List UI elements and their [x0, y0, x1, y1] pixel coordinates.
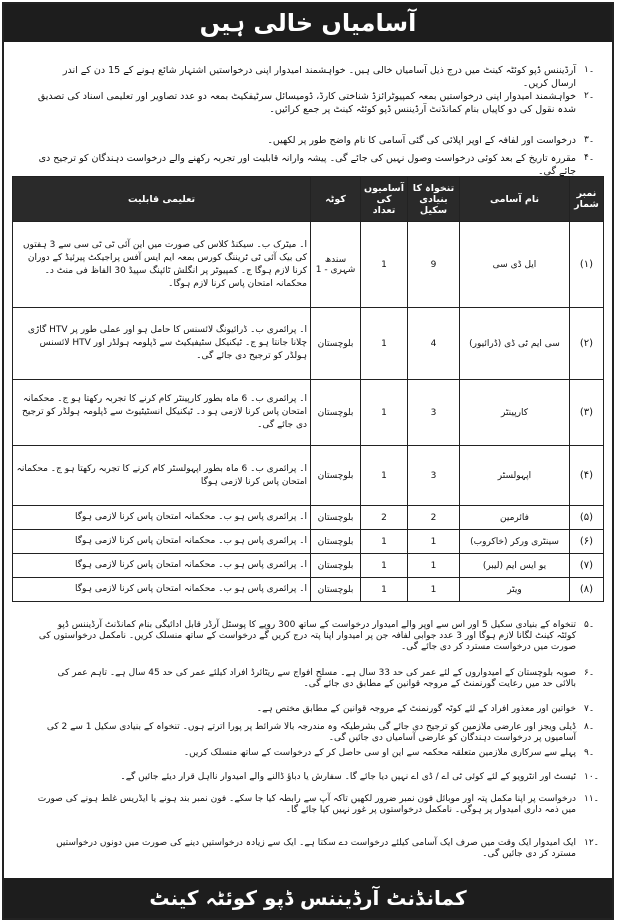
table-row — [13, 554, 604, 578]
qualification-cell: ا۔ پرائمری پاس ہو ب۔ محکمانہ امتحان پاس کرنا لازمی ہوگا — [13, 506, 311, 530]
vacancy-count-cell: 1 — [361, 554, 408, 578]
ad-title: آسامیاں خالی ہیں — [4, 4, 612, 42]
paragraph-number: ۵۔ — [584, 620, 595, 630]
advertisement-sheet — [2, 2, 614, 920]
header-pay-scale: تنخواہ کا بنیادی سکیل — [408, 177, 460, 222]
term-paragraph — [36, 794, 599, 834]
intro-paragraph — [36, 134, 595, 148]
paragraph-number: ۱۔ — [584, 65, 595, 75]
paragraph-number: ۱۰۔ — [584, 772, 599, 782]
serial-cell: (۲) — [570, 308, 604, 380]
post-name-cell: فائرمین — [460, 506, 570, 530]
serial-cell: (۴) — [570, 446, 604, 506]
vacancy-count-cell: 1 — [361, 222, 408, 308]
quota-cell: بلوچستان — [311, 530, 361, 554]
ad-footer: کمانڈنٹ آرڈیننس ڈپو کوئٹہ کینٹ — [4, 878, 612, 918]
pay-scale-cell: 1 — [408, 530, 460, 554]
term-paragraph — [36, 722, 595, 744]
pay-scale-cell: 4 — [408, 308, 460, 380]
pay-scale-cell: 9 — [408, 222, 460, 308]
post-name-cell: ایل ڈی سی — [460, 222, 570, 308]
paragraph-number: ۴۔ — [584, 153, 595, 163]
serial-cell: (۶) — [570, 530, 604, 554]
quota-cell: بلوچستان — [311, 578, 361, 602]
qualification-cell: ا۔ پرائمری پاس ہو ب۔ محکمانہ امتحان پاس کرنا لازمی ہوگا — [13, 578, 311, 602]
vacancy-count-cell: 2 — [361, 506, 408, 530]
vacancy-table — [12, 176, 604, 602]
paragraph-text: خواہشمند امیدوار اپنی درخواستیں بمعہ کمپیوٹرائزڈ شناختی کارڈ، ڈومیسائل سرٹیفکیٹ بمعہ دو عدد تصاویر اور تعلیمی اسناد کی تصدیق شدہ نقول کی دو کاپیاں بنام کمانڈنٹ آرڈیننس ڈپو کوئٹہ کینٹ پر جمع کرائیں۔ — [37, 91, 576, 115]
table-header-row — [13, 177, 604, 222]
paragraph-number: ۱۱۔ — [584, 794, 599, 804]
vacancy-count-cell: 1 — [361, 446, 408, 506]
qualification-cell: ا۔ پرائمری ب۔ 6 ماہ بطور اپہولسٹر کام کرنے کا تجربہ رکھتا ہو ج۔ محکمانہ امتحان پاس کرنا لازمی ہوگا — [13, 446, 311, 506]
quota-cell: سندھ شہری - 1 — [311, 222, 361, 308]
paragraph-text: خواتین اور معذور افراد کے لئے کوٹہ گورنمنٹ کے مروجہ قوانین کے مطابق مختص ہے۔ — [256, 704, 576, 714]
paragraph-text: صوبہ بلوچستان کے امیدواروں کے لئے عمر کی حد 33 سال ہے۔ مسلح افواج سے ریٹائرڈ افراد کیلئے عمر کی حد 45 سال ہے۔ تاہم عمر کی بالائی حد میں رعایت گورنمنٹ کے مروجہ قوانین کے مطابق دی جائے گی۔ — [57, 668, 576, 689]
post-name-cell: یو ایس ایم (لیبر) — [460, 554, 570, 578]
header-qualification: تعلیمی قابلیت — [13, 177, 311, 222]
header-vacancy-count: آسامیوں کی تعداد — [361, 177, 408, 222]
paragraph-text: درخواست اور لفافہ کے اوپر اپلائی کی گئی آسامی کا نام واضح طور پر لکھیں۔ — [267, 135, 576, 146]
quota-cell: بلوچستان — [311, 380, 361, 446]
post-name-cell: سی ایم ٹی ڈی (ڈرائیور) — [460, 308, 570, 380]
paragraph-number: ۶۔ — [584, 668, 595, 678]
post-name-cell: ویٹر — [460, 578, 570, 602]
paragraph-number: ۳۔ — [584, 135, 595, 145]
term-paragraph — [36, 748, 595, 768]
pay-scale-cell: 3 — [408, 446, 460, 506]
pay-scale-cell: 1 — [408, 554, 460, 578]
quota-cell: بلوچستان — [311, 554, 361, 578]
paragraph-number: ۲۔ — [584, 91, 595, 101]
paragraph-text: پہلے سے سرکاری ملازمین متعلقہ محکمہ سے این او سی حاصل کر کے درخواست کے ساتھ منسلک کریں۔ — [183, 748, 576, 758]
vacancy-count-cell: 1 — [361, 380, 408, 446]
header-serial: نمبر شمار — [570, 177, 604, 222]
qualification-cell: ا۔ میٹرک ب۔ سیکنڈ کلاس کی صورت میں این آئی ٹی ٹی سی سے 3 ہفتوں کی بیک آئی ٹی ٹریننگ کورس بمعہ ایم ایس آفس پراجیکٹ پیرئیڈ کے دوران کرنا لازم ہوگا ج۔ کمپیوٹر پر انگلش ٹائپنگ سپیڈ 30 الفاظ فی منٹ د۔ محکمانہ امتحان پاس کرنا لازم ہوگا۔ — [13, 222, 311, 308]
term-paragraph — [36, 772, 599, 790]
vacancy-count-cell: 1 — [361, 530, 408, 554]
paragraph-text: آرڈیننس ڈپو کوئٹہ کینٹ میں درج ذیل آسامیاں خالی ہیں۔ خواہشمند امیدوار اپنی درخواستیں اشتہار شائع ہونے کے 15 دن کے اندر ارسال کریں۔ — [62, 65, 576, 89]
paragraph-number: ۷۔ — [584, 704, 595, 714]
header-post-name: نام آسامی — [460, 177, 570, 222]
term-paragraph — [36, 838, 599, 859]
qualification-cell: ا۔ پرائمری پاس ہو ب۔ محکمانہ امتحان پاس کرنا لازمی ہوگا — [13, 554, 311, 578]
post-name-cell: کارپینٹر — [460, 380, 570, 446]
paragraph-text: تنخواہ کے بنیادی سکیل 5 اور اس سے اوپر والے امیدوار درخواست کے ساتھ 300 روپے کا پوسٹل آرڈر قابل ادائیگی بنام کمانڈنٹ آرڈیننس ڈپو کوئٹہ کینٹ لگانا لازم ہوگا اور 3 عدد جوابی لفافہ جن پر امیدوار اپنا پتہ درج کریں گے درخواست کے ساتھ منسلک کریں۔ نامکمل درخواستوں کی صورت میں درخواست مسترد کر دی جائے گی۔ — [38, 620, 576, 652]
post-name-cell: سینٹری ورکر (خاکروب) — [460, 530, 570, 554]
table-row — [13, 222, 604, 308]
paragraph-text: ٹیسٹ اور انٹرویو کے لئے کوئی ٹی اے / ڈی اے نہیں دیا جائے گا۔ سفارش یا دباؤ ڈالنے والے امیدوار نااہل قرار دیئے جائیں گے۔ — [120, 772, 576, 782]
paragraph-text: مقررہ تاریخ کے بعد کوئی درخواست وصول نہیں کی جائے گی۔ پیشہ وارانہ قابلیت اور تجربہ رکھنے والے درخواست دہندگان کو ترجیح دی جائے گی۔ — [38, 153, 576, 177]
serial-cell: (۵) — [570, 506, 604, 530]
quota-cell: بلوچستان — [311, 506, 361, 530]
paragraph-number: ۹۔ — [584, 748, 595, 758]
serial-cell: (۳) — [570, 380, 604, 446]
paragraph-number: ۱۲۔ — [584, 838, 599, 848]
intro-paragraph — [36, 90, 595, 130]
serial-cell: (۱) — [570, 222, 604, 308]
qualification-cell: ا۔ پرائمری ب۔ ڈرائیونگ لائسنس کا حامل ہو اور عملی طور پر HTV گاڑی چلانا جانتا ہو ج۔ ٹیکنیکل سٹیفیکیٹ سے ڈپلومہ ہولڈر اور HTV لائسنس ہولڈر کو ترجیح دی جائے گی۔ — [13, 308, 311, 380]
table-row — [13, 308, 604, 380]
vacancy-count-cell: 1 — [361, 578, 408, 602]
paragraph-text: ڈیلی ویجز اور عارضی ملازمین کو ترجیح دی جائے گی بشرطیکہ وہ مندرجہ بالا شرائط پر پورا اترتے ہوں۔ تنخواہ کے بنیادی سکیل 1 سے 2 کی آسامیوں پر درخواست دہندگان کو عارضی آسامیاں دی جائیں گی۔ — [46, 722, 576, 743]
qualification-cell: ا۔ پرائمری پاس ہو ب۔ محکمانہ امتحان پاس کرنا لازمی ہوگا — [13, 530, 311, 554]
paragraph-text: درخواست پر اپنا مکمل پتہ اور موبائل فون نمبر ضرور لکھیں تاکہ آپ سے رابطہ کیا جا سکے۔ فون نمبر بند ہونے یا ایڈریس غلط ہونے کی صورت میں ذمہ داری امیدوار پر ہوگی۔ نامکمل درخواستوں پر غور نہیں کیا جائے گا۔ — [37, 794, 576, 815]
pay-scale-cell: 1 — [408, 578, 460, 602]
table-row — [13, 578, 604, 602]
intro-paragraph — [36, 152, 595, 177]
serial-cell: (۷) — [570, 554, 604, 578]
intro-paragraph — [36, 64, 595, 89]
table-row — [13, 380, 604, 446]
serial-cell: (۸) — [570, 578, 604, 602]
quota-cell: بلوچستان — [311, 446, 361, 506]
table-row — [13, 530, 604, 554]
term-paragraph — [36, 620, 595, 664]
pay-scale-cell: 2 — [408, 506, 460, 530]
term-paragraph — [36, 668, 595, 700]
post-name-cell: اپہولسٹر — [460, 446, 570, 506]
qualification-cell: ا۔ پرائمری ب۔ 6 ماہ بطور کارپینٹر کام کرنے کا تجربہ رکھتا ہو ج۔ محکمانہ امتحان پاس کرنا لازمی ہو د۔ ٹیکنیکل انسٹیٹیوٹ سے ڈپلومہ ہولڈر کو ترجیح دی جائے گی۔ — [13, 380, 311, 446]
vacancy-count-cell: 1 — [361, 308, 408, 380]
header-quota: کوٹہ — [311, 177, 361, 222]
term-paragraph — [36, 704, 595, 718]
quota-cell: بلوچستان — [311, 308, 361, 380]
pay-scale-cell: 3 — [408, 380, 460, 446]
table-row — [13, 506, 604, 530]
paragraph-number: ۸۔ — [584, 722, 595, 732]
table-row — [13, 446, 604, 506]
paragraph-text: ایک امیدوار ایک وقت میں صرف ایک آسامی کیلئے درخواست دے سکتا ہے۔ ایک سے زیادہ درخواستیں دینے کی صورت میں دونوں درخواستیں مسترد کر دی جائیں گی۔ — [56, 838, 576, 859]
